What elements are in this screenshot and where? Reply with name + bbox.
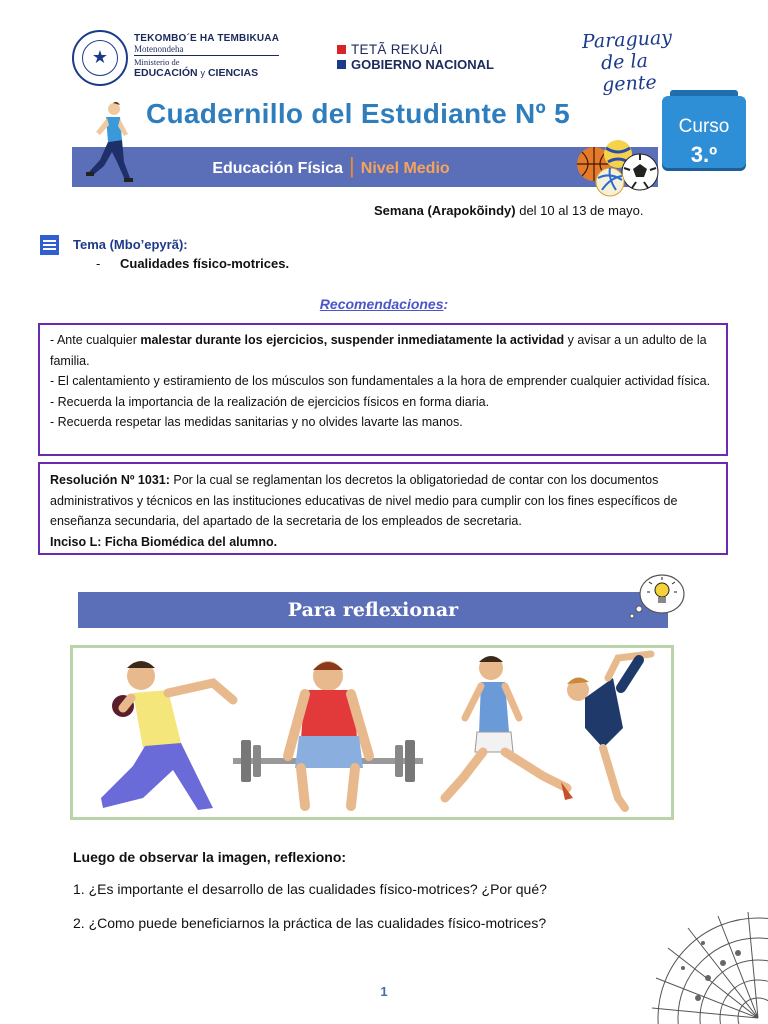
ministry-line3: Ministerio de <box>134 57 180 67</box>
recommendation-1c: y avisar a un adulto de la familia. <box>50 333 707 368</box>
athletes-drawing <box>73 648 671 817</box>
gov-line2: GOBIERNO NACIONAL <box>351 57 494 72</box>
recommendation-1 <box>50 330 716 371</box>
ministry-logo-text <box>134 33 294 79</box>
page-title: Cuadernillo del Estudiante Nº 5 <box>146 98 571 129</box>
resolution-inciso <box>50 532 716 553</box>
sports-balls-icon <box>574 138 662 198</box>
mandala-decoration-icon <box>648 908 768 1024</box>
ministry-seal-logo <box>72 30 128 86</box>
subject-band-text <box>72 147 590 187</box>
runner-figure <box>445 656 573 800</box>
recommendation-1b: malestar durante los ejercicios, suspender inmediatamente la actividad <box>140 333 565 347</box>
recommendations-heading <box>0 296 768 312</box>
resolution-text <box>50 470 716 532</box>
ministry-line4c: CIENCIAS <box>207 67 259 79</box>
recommendation-3: - Recuerda la importancia de la realización de ejercicios físicos en forma diaria. <box>50 394 490 409</box>
slogan-logo <box>581 25 704 97</box>
star-icon: ★ <box>91 47 109 67</box>
topic-label: Tema (Mbo’epyrã): <box>73 237 188 252</box>
week-label: Semana (Arapokõindy) <box>374 203 516 218</box>
topic-item: Cualidades físico-motrices. <box>120 256 290 271</box>
reflect-heading: Para reflexionar <box>287 599 459 621</box>
slogan-line2: de la gente <box>600 49 658 97</box>
question-2: 2. ¿Como puede beneficiarnos la práctica de las cualidades físico-motrices? <box>73 915 547 931</box>
gymnast-figure <box>567 654 651 808</box>
subject-label: Educación Física <box>212 160 344 177</box>
ministry-line4 <box>134 67 294 79</box>
inciso-text: Inciso L: Ficha Biomédica del alumno. <box>50 534 278 549</box>
ministry-line1: TEKOMBO´E HA TEMBIKUAA <box>134 33 280 44</box>
page-number: 1 <box>380 984 388 999</box>
week-line <box>374 203 644 218</box>
reflect-intro: Luego de observar la imagen, reflexiono: <box>73 849 347 865</box>
resolution-box <box>38 462 728 555</box>
level-label: Nivel Medio <box>360 160 450 177</box>
week-range: del 10 al 13 de mayo. <box>519 203 644 218</box>
recommendation-4: - Recuerda respetar las medidas sanitarias y no olvides lavarte las manos. <box>50 415 463 429</box>
red-square-icon <box>337 45 346 54</box>
course-label: Curso <box>678 116 730 137</box>
slogan-line1: Paraguay <box>581 26 673 54</box>
notebook-icon <box>40 235 59 255</box>
runner-icon <box>84 100 134 185</box>
weightlifter-figure <box>233 661 423 806</box>
blue-square-icon <box>337 60 346 69</box>
shot-putter-figure <box>101 661 233 810</box>
government-logo <box>337 42 494 72</box>
lightbulb-thought-icon <box>628 572 686 622</box>
ministry-line4b: y <box>200 68 206 78</box>
athletes-illustration <box>70 645 674 820</box>
course-badge <box>662 96 746 168</box>
topic-dash: - <box>96 256 101 271</box>
resolution-label: Resolución Nº 1031: <box>50 473 170 487</box>
resolution-body: Por la cual se reglamentan los decretos la obligatoriedad de contar con los documentos administrativos y técnicos en las instituciones educativas de nivel medio para cumplir con los fines específicos de enseñanza secundaria, del apartado de la secretaria de los empleados de secretaria. <box>50 473 678 528</box>
recommendations-title: Recomendaciones <box>319 296 444 312</box>
recommendation-2: - El calentamiento y estiramiento de los músculos son fundamentales a la hora de emprender cualquier actividad física. <box>50 374 711 388</box>
recommendation-1a: - Ante cualquier <box>50 333 141 347</box>
course-value: 3.º <box>690 142 718 167</box>
gov-line1: TETÃ REKUÁI <box>351 42 443 57</box>
recommendations-box <box>38 323 728 456</box>
recommendations-colon: : <box>443 296 449 312</box>
ministry-line4a: EDUCACIÓN <box>134 67 198 79</box>
separator: | <box>349 153 355 178</box>
ministry-line2: Motenondeha <box>134 44 279 56</box>
question-1: 1. ¿Es importante el desarrollo de las cualidades físico-motrices? ¿Por qué? <box>73 881 547 897</box>
